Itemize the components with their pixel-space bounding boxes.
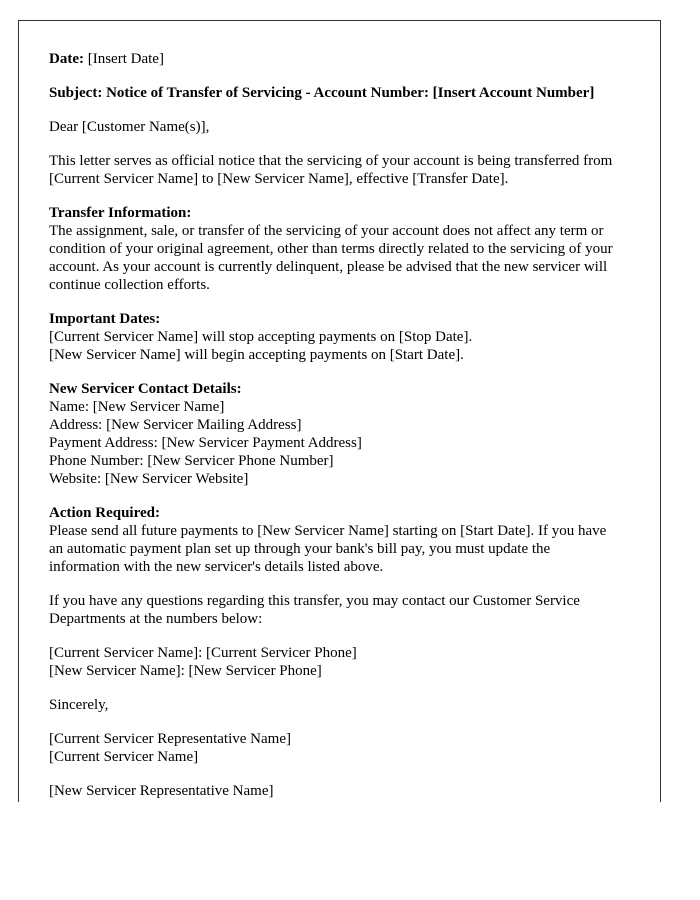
subject-line [49, 84, 620, 102]
date-label: Date: [49, 51, 84, 67]
contact-address: Address: [New Servicer Mailing Address] [49, 417, 302, 433]
action-body: Please send all future payments to [New Servicer Name] starting on [Start Date]. If you have an automatic payment plan set up through your bank's bill pay, you must update the information with the new servicer's details listed above. [49, 523, 607, 575]
closing: Sincerely, [49, 697, 109, 713]
action-heading: Action Required: [49, 505, 160, 521]
questions-paragraph: If you have any questions regarding this transfer, you may contact our Customer Service Departments at the numbers below: [49, 593, 580, 627]
current-rep-name: [Current Servicer Representative Name] [49, 731, 291, 747]
important-dates-heading: Important Dates: [49, 311, 161, 327]
current-servicer-phone: [Current Servicer Name]: [Current Servicer Phone] [49, 645, 357, 661]
contact-section [49, 380, 620, 488]
current-servicer-name: [Current Servicer Name] [49, 749, 199, 765]
letter [18, 20, 661, 802]
important-dates-section [49, 310, 620, 364]
intro-paragraph: This letter serves as official notice that the servicing of your account is being transferred from [Current Servicer Name] to [New Servicer Name], effective [Transfer Date]. [49, 153, 613, 187]
new-signature [49, 782, 620, 800]
current-signature [49, 730, 620, 766]
subject: Subject: Notice of Transfer of Servicing - Account Number: [Insert Account Number] [49, 85, 595, 101]
contact-phone: Phone Number: [New Servicer Phone Number] [49, 453, 334, 469]
date-value: [Insert Date] [87, 51, 164, 67]
start-date-line: [New Servicer Name] will begin accepting payments on [Start Date]. [49, 347, 464, 363]
new-servicer-phone: [New Servicer Name]: [New Servicer Phone] [49, 663, 322, 679]
action-section [49, 504, 620, 576]
new-rep-name: [New Servicer Representative Name] [49, 783, 274, 799]
stop-date-line: [Current Servicer Name] will stop accepting payments on [Stop Date]. [49, 329, 473, 345]
transfer-info-body: The assignment, sale, or transfer of the servicing of your account does not affect any term or condition of your original agreement, other than terms directly related to the servicing of your account. As your account is currently delinquent, please be advised that the new servicer will continue collection efforts. [49, 223, 613, 293]
contact-heading: New Servicer Contact Details: [49, 381, 242, 397]
contact-website: Website: [New Servicer Website] [49, 471, 249, 487]
phones-section [49, 644, 620, 680]
date-line [49, 50, 620, 68]
transfer-info-heading: Transfer Information: [49, 205, 192, 221]
contact-payment-address: Payment Address: [New Servicer Payment Address] [49, 435, 362, 451]
transfer-info-section [49, 204, 620, 294]
salutation: Dear [Customer Name(s)], [49, 119, 210, 135]
contact-name: Name: [New Servicer Name] [49, 399, 225, 415]
